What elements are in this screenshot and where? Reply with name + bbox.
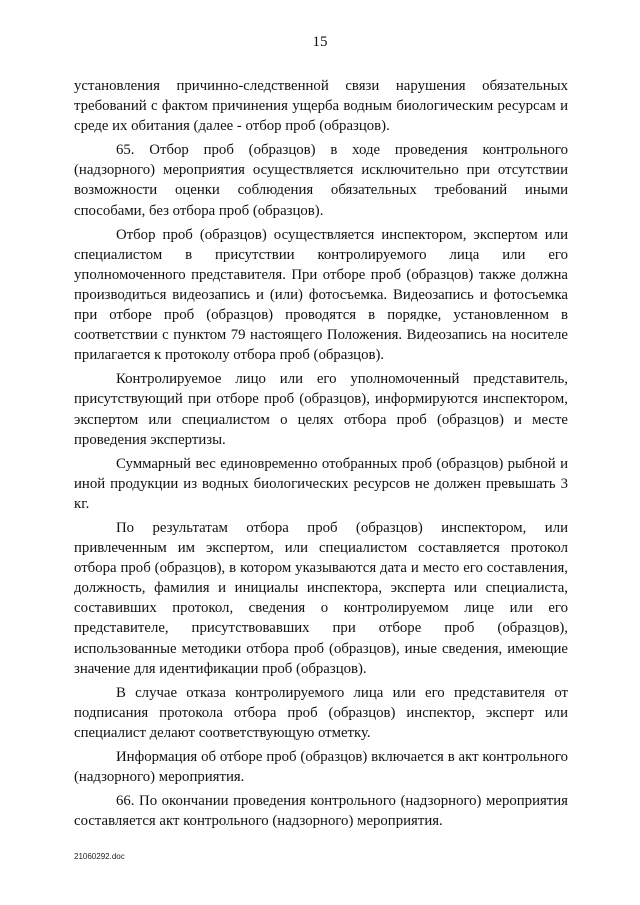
- page-number: 15: [312, 34, 328, 50]
- paragraph-weight: Суммарный вес единовременно отобранных проб (образцов) рыбной и иной продукции из водных биологических ресурсов не должен превышать 3 кг.: [74, 455, 568, 512]
- paragraph-informing: Контролируемое лицо или его уполномоченный представитель, присутствующий при отборе проб (образцов), информируются инспектором, экспертом или специалистом о целях отбора проб (образцов) и месте проведения экспертизы.: [74, 371, 568, 448]
- paragraph-continuation: установления причинно-следственной связи нарушения обязательных требований с фактом причинения ущерба водным биологическим ресурсам и среде их обитания (далее - отбор проб (образцов).: [74, 78, 568, 135]
- paragraph-protocol: По результатам отбора проб (образцов) инспектором, или привлеченным им экспертом, или специалистом составляется протокол отбора проб (образцов), в котором указываются дата и место его составления, должность, фамилия и инициалы инспектора, эксперта или специалиста, составивших протокол, сведения о контролируемом лице или его представителе, присутствовавших при отборе проб (образцов), использованные методики отбора проб (образцов), иные сведения, имеющие значение для идентификации проб (образцов).: [74, 519, 568, 677]
- file-name-footer: 21060292.doc: [74, 852, 125, 861]
- paragraph-refusal: В случае отказа контролируемого лица или его представителя от подписания протокола отбора проб (образцов) инспектор, эксперт или специалист делают соответствующую отметку.: [74, 684, 568, 741]
- paragraph-sampling: Отбор проб (образцов) осуществляется инспектором, экспертом или специалистом в присутствии контролируемого лица или его уполномоченного представителя. При отборе проб (образцов) также должна производиться видеозапись и (или) фотосъемка. Видеозапись и фотосъемка при отборе проб (образцов) проводятся в порядке, установленном в соответствии с пунктом 79 настоящего Положения. Видеозапись на носителе прилагается к протоколу отбора проб (образцов).: [74, 226, 568, 364]
- paragraph-66: 66. По окончании проведения контрольного (надзорного) мероприятия составляется акт контрольного (надзорного) мероприятия.: [74, 793, 568, 830]
- paragraph-information: Информация об отборе проб (образцов) включается в акт контрольного (надзорного) мероприятия.: [74, 749, 568, 786]
- paragraph-65: 65. Отбор проб (образцов) в ходе проведения контрольного (надзорного) мероприятия осуществляется исключительно при отсутствии возможности оценки соблюдения обязательных требований иными способами, без отбора проб (образцов).: [74, 142, 568, 219]
- document-body: [74, 76, 568, 835]
